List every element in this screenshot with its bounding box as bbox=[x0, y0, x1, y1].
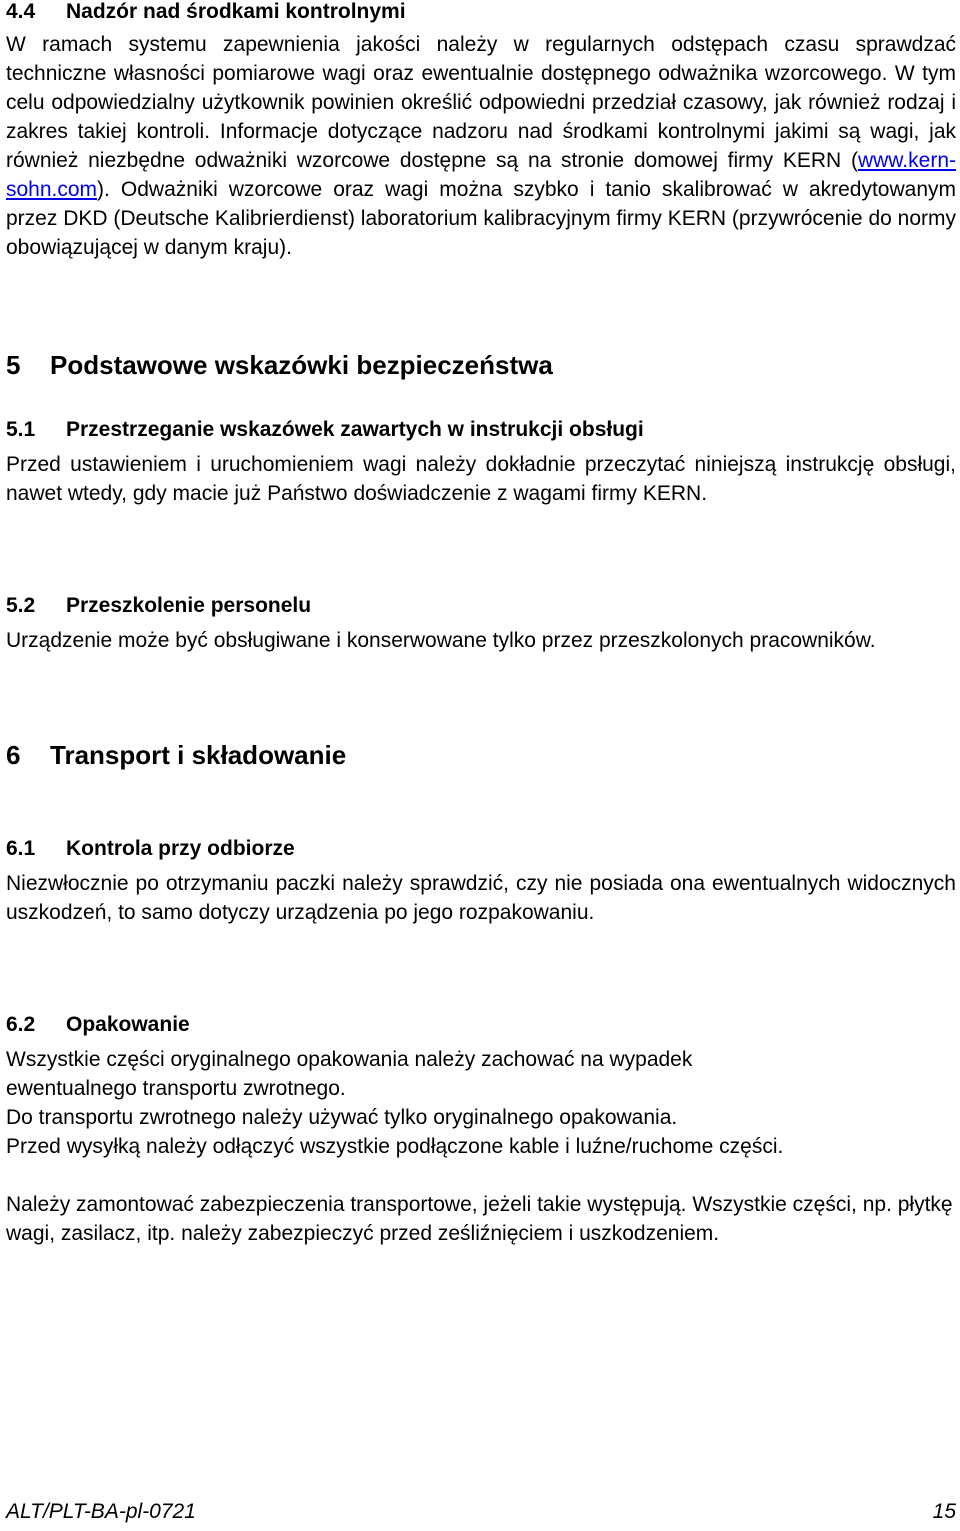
chapter-heading bbox=[6, 740, 956, 771]
section-5-1 bbox=[6, 418, 956, 508]
chapter-heading bbox=[6, 350, 956, 381]
chapter-6 bbox=[6, 740, 956, 771]
section-number: 5.1 bbox=[6, 418, 36, 441]
section-heading bbox=[6, 418, 956, 442]
section-number: 4.4 bbox=[6, 0, 36, 23]
chapter-number: 5 bbox=[6, 350, 21, 380]
section-heading bbox=[6, 594, 956, 618]
section-6-2 bbox=[6, 1013, 956, 1248]
section-body: Urządzenie może być obsługiwane i konserwowane tylko przez przeszkolonych pracowników. bbox=[6, 629, 876, 652]
chapter-title: Podstawowe wskazówki bezpieczeństwa bbox=[50, 350, 553, 380]
chapter-title: Transport i składowanie bbox=[50, 740, 347, 770]
section-number: 6.2 bbox=[6, 1013, 36, 1036]
section-6-1 bbox=[6, 837, 956, 927]
section-number: 5.2 bbox=[6, 594, 36, 617]
section-title: Opakowanie bbox=[66, 1013, 190, 1036]
section-body-line: Do transportu zwrotnego należy używać tylko oryginalnego opakowania. bbox=[6, 1106, 678, 1129]
section-title: Kontrola przy odbiorze bbox=[66, 837, 295, 860]
page-number: 15 bbox=[932, 1500, 956, 1523]
section-body: W ramach systemu zapewnienia jakości należy w regularnych odstępach czasu sprawdzać techniczne własności pomiarowe wagi oraz ewentualnie dostępnego odważnika wzorcowego. W tym celu odpowiedzialny użytkownik powinien określić odpowiedni przedział czasowy, jak również rodzaj i zakres takiej kontroli. Informacje dotyczące nadzoru nad środkami kontrolnymi jakimi są wagi, jak również niezbędne odważniki wzorcowe dostępne są na stronie domowej firmy KERN (www.kern-sohn.com). Odważniki wzorcowe oraz wagi można szybko i tanio skalibrować w akredytowanym przez DKD (Deutsche Kalibrierdienst) laboratorium kalibracyjnym firmy KERN (przywrócenie do normy obowiązującej w danym kraju). bbox=[6, 33, 956, 259]
chapter-number: 6 bbox=[6, 740, 21, 770]
section-body-line: Wszystkie części oryginalnego opakowania należy zachować na wypadek bbox=[6, 1048, 693, 1071]
section-heading bbox=[6, 1013, 956, 1037]
section-body: Niezwłocznie po otrzymaniu paczki należy sprawdzić, czy nie posiada ona ewentualnych widocznych uszkodzeń, to samo dotyczy urządzenia po jego rozpakowaniu. bbox=[6, 872, 956, 924]
kern-website-link[interactable]: www.kern-sohn.com bbox=[6, 149, 956, 201]
section-title: Przestrzeganie wskazówek zawartych w instrukcji obsługi bbox=[66, 418, 644, 441]
section-title: Nadzór nad środkami kontrolnymi bbox=[66, 0, 406, 23]
chapter-5 bbox=[6, 350, 956, 381]
section-title: Przeszkolenie personelu bbox=[66, 594, 312, 617]
section-number: 6.1 bbox=[6, 837, 36, 860]
section-5-2 bbox=[6, 594, 956, 655]
page-footer bbox=[6, 1500, 956, 1524]
document-id: ALT/PLT-BA-pl-0721 bbox=[6, 1500, 196, 1523]
section-heading bbox=[6, 837, 956, 861]
section-body-paragraph: Należy zamontować zabezpieczenia transportowe, jeżeli takie występują. Wszystkie części, np. płytkę wagi, zasilacz, itp. należy zabezpieczyć przed ześliźnięciem i uszkodzeniem. bbox=[6, 1193, 953, 1245]
section-heading bbox=[6, 0, 956, 24]
section-4-4 bbox=[6, 0, 956, 262]
section-body-line: ewentualnego transportu zwrotnego. bbox=[6, 1077, 346, 1100]
section-body: Przed ustawieniem i uruchomieniem wagi należy dokładnie przeczytać niniejszą instrukcję obsługi, nawet wtedy, gdy macie już Państwo doświadczenie z wagami firmy KERN. bbox=[6, 453, 956, 505]
section-body-line: Przed wysyłką należy odłączyć wszystkie podłączone kable i luźne/ruchome części. bbox=[6, 1135, 784, 1158]
